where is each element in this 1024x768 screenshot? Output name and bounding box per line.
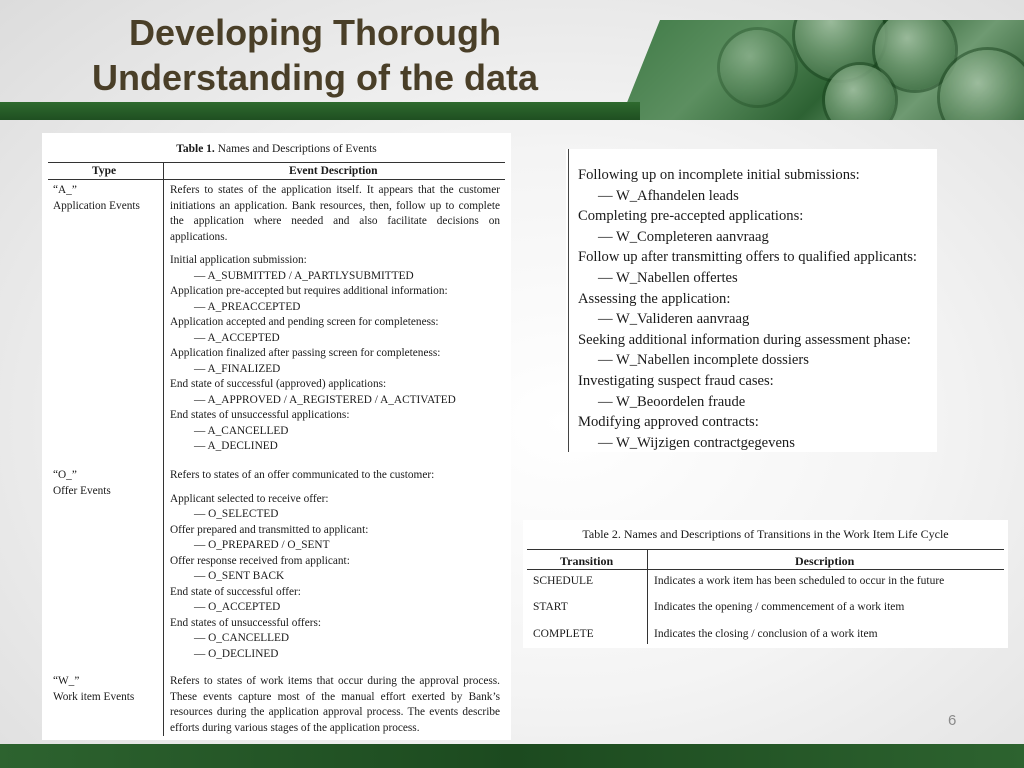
list-subitem: — W_Nabellen incomplete dossiers [578, 350, 938, 371]
table2-header-transition: Transition [560, 554, 614, 568]
table-rule [527, 549, 1004, 550]
list-item: Investigating suspect fraud cases: [578, 372, 774, 389]
table-row-transition: START [533, 601, 568, 613]
list-item: Follow up after transmitting offers to qualified applicants: [578, 249, 917, 266]
table1-desc-o: Refers to states of an offer communicated to the customer: Applicant selected to receive offer: — O_SELECTED Offer prepared and transmitted to applicant: — O_PREPARED / O_SENT Offer response received from applicant: — O_SENT BACK End state of successful offer: — O_ACCEPTED End states of unsuccessful offers: — O_CANCELLED — O_DECLINED [170, 468, 500, 662]
title-underline-band [0, 102, 640, 120]
table-row-description: Indicates the closing / conclusion of a work item [654, 628, 878, 640]
page-number: 6 [948, 712, 957, 729]
list-item: Assessing the application: [578, 290, 731, 307]
table-rule [48, 162, 505, 163]
title-line-1: Developing Thorough [129, 12, 501, 53]
table1-desc-a: Refers to states of the application itself. It appears that the customer initiations an application. Bank resources, then, follow up to complete the application where needed and also facilitate decisions on applications. Initial application submission: — A_SUBMITTED / A_PARTLYSUBMITTED Application pre-accepted but requires additional information: — A_PREACCEPTED Application accepted and pending screen for completeness: — A_ACCEPTED Application finalized after passing screen for completeness: — A_FINALIZED End state of successful (approved) applications: — A_APPROVED / A_REGISTERED / A_ACTIVATED End states of unsuccessful applications: — A_CANCELLED — A_DECLINED [170, 183, 500, 455]
title-line-2: Understanding of the data [91, 57, 538, 98]
events-table [42, 133, 511, 740]
table-row-transition: COMPLETE [533, 628, 594, 640]
list-subitem: — W_Wijzigen contractgegevens [578, 433, 938, 454]
footer-band [0, 744, 1024, 768]
table-rule [527, 569, 1004, 570]
table1-type-a: “A_” Application Events [53, 184, 140, 212]
list-item: Modifying approved contracts: [578, 414, 759, 431]
table-rule [48, 179, 505, 180]
coin-image [825, 65, 895, 135]
table2-caption: Table 2. Names and Descriptions of Transitions in the Work Item Life Cycle [582, 527, 949, 541]
list-subitem: — W_Afhandelen leads [578, 186, 938, 207]
table-row-description: Indicates the opening / commencement of a work item [654, 601, 905, 613]
table-row-description: Indicates a work item has been scheduled to occur in the future [654, 575, 945, 587]
list-item: Seeking additional information during assessment phase: [578, 331, 911, 348]
table-row-transition: SCHEDULE [533, 575, 594, 587]
transitions-table [523, 520, 1008, 648]
list-item: Completing pre-accepted applications: [578, 208, 804, 225]
list-subitem: — W_Nabellen offertes [578, 268, 938, 289]
list-subitem: — W_Completeren aanvraag [578, 227, 938, 248]
work-item-list [566, 149, 937, 452]
table1-header-type: Type [92, 165, 117, 177]
table-column-divider [163, 162, 164, 736]
table1-caption: Table 1. Names and Descriptions of Events [176, 143, 377, 155]
table1-header-desc: Event Description [289, 165, 378, 177]
table2-header-description: Description [795, 554, 855, 568]
coin-image [940, 50, 1024, 145]
slide-title [30, 10, 600, 100]
coins-photo [620, 20, 1024, 120]
list-item: Following up on incomplete initial submissions: [578, 167, 860, 183]
list-subitem: — W_Valideren aanvraag [578, 309, 938, 330]
table1-type-o: “O_” Offer Events [53, 469, 111, 497]
work-item-entries [578, 165, 938, 453]
coin-image [720, 30, 795, 105]
table1-desc-w: Refers to states of work items that occur during the approval process. These events capture most of the manual effort exerted by Bank’s resources during the application approval process. The events describe efforts during various stages of the application process. [170, 675, 500, 734]
list-subitem: — W_Beoordelen fraude [578, 392, 938, 413]
list-divider [568, 149, 569, 452]
table1-type-w: “W_” Work item Events [53, 675, 135, 703]
table-column-divider [647, 549, 648, 644]
